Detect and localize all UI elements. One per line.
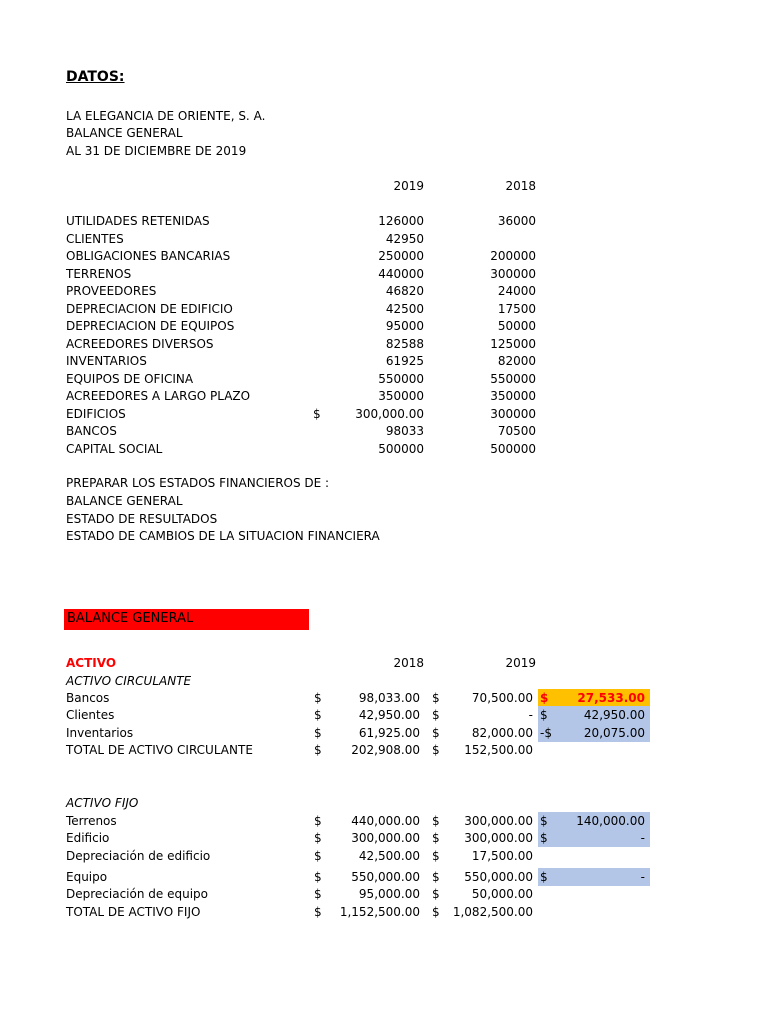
- data-row-2018: 36000: [497, 214, 536, 228]
- balance-row-label: Depreciación de equipo: [66, 887, 208, 901]
- data-year-2019: 2019: [393, 179, 424, 193]
- data-row-2019: 42500: [385, 301, 424, 316]
- balance-row-variation: 27,533.00: [577, 691, 645, 705]
- currency-symbol: $: [540, 870, 548, 884]
- datos-title: DATOS:: [66, 69, 125, 85]
- data-row-2018: 300000: [490, 406, 536, 421]
- balance-row-value-2018: 202,908.00: [351, 743, 420, 757]
- balance-row-value-2018: 440,000.00: [351, 814, 420, 828]
- balance-title: BALANCE GENERAL: [67, 611, 194, 626]
- report-title: BALANCE GENERAL: [66, 126, 183, 140]
- balance-year-2019: 2019: [505, 656, 536, 670]
- balance-row-value-2019: 70,500.00: [471, 691, 533, 705]
- currency-symbol: $: [314, 887, 322, 901]
- currency-symbol: $: [540, 708, 548, 722]
- currency-symbol: $: [432, 708, 440, 722]
- balance-row-label: TOTAL DE ACTIVO FIJO: [66, 905, 201, 919]
- balance-row-label: Equipo: [66, 870, 108, 884]
- currency-symbol: $: [314, 905, 322, 919]
- data-row-2019: 250000: [378, 249, 424, 263]
- data-row-dollar: $: [313, 406, 321, 421]
- currency-symbol: $: [314, 870, 322, 884]
- balance-row-variation: 20,075.00: [583, 726, 645, 740]
- data-row-2018: 17500: [497, 301, 536, 316]
- balance-row-label: Bancos: [66, 691, 110, 705]
- balance-row-variation: 42,950.00: [583, 708, 645, 722]
- balance-row-variation: 140,000.00: [576, 814, 645, 828]
- data-row-label: BANCOS: [66, 424, 117, 438]
- balance-row-value-2019: -: [528, 708, 533, 722]
- currency-symbol: $: [432, 691, 440, 705]
- data-row-label: PROVEEDORES: [66, 284, 157, 298]
- balance-row-value-2019: 300,000.00: [464, 814, 533, 828]
- currency-symbol: $: [314, 814, 322, 828]
- balance-row-variation: -: [640, 870, 645, 884]
- balance-row-value-2018: 1,152,500.00: [339, 905, 420, 919]
- balance-row-value-2018: 42,500.00: [358, 849, 420, 863]
- balance-row-label: Inventarios: [66, 726, 134, 740]
- currency-symbol: $: [540, 814, 548, 828]
- data-year-2018: 2018: [505, 179, 536, 193]
- balance-row-value-2018: 61,925.00: [358, 726, 420, 740]
- balance-row-value-2018: 300,000.00: [351, 831, 420, 845]
- currency-symbol: $: [432, 849, 440, 863]
- currency-symbol: $: [314, 849, 322, 863]
- activo-fijo-label: ACTIVO FIJO: [66, 796, 139, 810]
- data-row-label: OBLIGACIONES BANCARIAS: [66, 249, 231, 263]
- data-row-2019: 82588: [385, 336, 424, 351]
- report-date: AL 31 DE DICIEMBRE DE 2019: [66, 144, 247, 158]
- instructions-line: ESTADO DE RESULTADOS: [66, 512, 218, 526]
- data-row-2019: 550000: [378, 371, 424, 386]
- data-row-2019: 42950: [385, 231, 424, 246]
- balance-row-value-2018: 98,033.00: [358, 691, 420, 705]
- balance-row-value-2019: 152,500.00: [464, 743, 533, 757]
- balance-row-variation: -: [640, 831, 645, 845]
- balance-row-label: Terrenos: [66, 814, 117, 828]
- data-row-label: UTILIDADES RETENIDAS: [66, 214, 210, 228]
- data-row-2018: 82000: [497, 354, 536, 368]
- currency-symbol: -$: [540, 726, 552, 740]
- data-row-2019: 98033: [385, 424, 424, 438]
- data-row-2018: 300000: [490, 266, 536, 281]
- data-row-label: INVENTARIOS: [66, 354, 147, 368]
- data-row-2019: 440000: [378, 266, 424, 281]
- instructions-line: ESTADO DE CAMBIOS DE LA SITUACION FINANCIERA: [66, 529, 380, 543]
- balance-row-value-2019: 17,500.00: [471, 849, 533, 863]
- data-row-2018: 125000: [490, 336, 536, 351]
- balance-row-label: Depreciación de edificio: [66, 849, 211, 863]
- currency-symbol: $: [432, 814, 440, 828]
- instructions-line: PREPARAR LOS ESTADOS FINANCIEROS DE :: [66, 476, 330, 490]
- balance-row-value-2019: 1,082,500.00: [452, 905, 533, 919]
- balance-row-value-2018: 550,000.00: [351, 870, 420, 884]
- activo-label: ACTIVO: [66, 656, 117, 670]
- data-row-label: ACREEDORES DIVERSOS: [66, 336, 214, 351]
- data-row-2019: 500000: [378, 441, 424, 456]
- balance-row-value-2019: 300,000.00: [464, 831, 533, 845]
- data-row-label: DEPRECIACION DE EDIFICIO: [66, 301, 233, 316]
- balance-row-value-2019: 82,000.00: [471, 726, 533, 740]
- data-row-2019: 126000: [378, 214, 424, 228]
- data-row-label: CLIENTES: [66, 231, 124, 246]
- data-row-label: EQUIPOS DE OFICINA: [66, 371, 194, 386]
- balance-row-value-2019: 550,000.00: [464, 870, 533, 884]
- instructions-line: BALANCE GENERAL: [66, 494, 183, 508]
- currency-symbol: $: [432, 905, 440, 919]
- data-row-2018: 350000: [490, 389, 536, 403]
- balance-year-2018: 2018: [393, 656, 424, 670]
- data-row-2019: 46820: [385, 284, 424, 298]
- data-row-label: TERRENOS: [66, 266, 132, 281]
- data-row-2019: 350000: [378, 389, 424, 403]
- company-name: LA ELEGANCIA DE ORIENTE, S. A.: [66, 109, 266, 123]
- currency-symbol: $: [432, 831, 440, 845]
- data-row-2019: 95000: [385, 319, 424, 333]
- data-row-2018: 550000: [490, 371, 536, 386]
- currency-symbol: $: [314, 726, 322, 740]
- currency-symbol: $: [314, 708, 322, 722]
- balance-row-label: Clientes: [66, 708, 115, 722]
- data-row-2018: 24000: [497, 284, 536, 298]
- currency-symbol: $: [432, 726, 440, 740]
- data-row-2019: 61925: [385, 354, 424, 368]
- currency-symbol: $: [432, 743, 440, 757]
- balance-row-value-2018: 95,000.00: [358, 887, 420, 901]
- data-row-2019: 300,000.00: [355, 406, 424, 421]
- currency-symbol: $: [540, 831, 548, 845]
- data-row-label: CAPITAL SOCIAL: [66, 441, 163, 456]
- currency-symbol: $: [314, 831, 322, 845]
- balance-row-label: TOTAL DE ACTIVO CIRCULANTE: [66, 743, 253, 757]
- currency-symbol: $: [314, 743, 322, 757]
- activo-circulante-label: ACTIVO CIRCULANTE: [66, 674, 192, 688]
- currency-symbol: $: [432, 870, 440, 884]
- data-row-2018: 200000: [490, 249, 536, 263]
- data-row-2018: 70500: [497, 424, 536, 438]
- currency-symbol: $: [540, 691, 549, 705]
- balance-row-value-2018: 42,950.00: [358, 708, 420, 722]
- data-row-2018: 50000: [497, 319, 536, 333]
- balance-row-label: Edificio: [66, 831, 110, 845]
- data-row-label: ACREEDORES A LARGO PLAZO: [66, 389, 251, 403]
- data-row-label: EDIFICIOS: [66, 406, 126, 421]
- currency-symbol: $: [432, 887, 440, 901]
- currency-symbol: $: [314, 691, 322, 705]
- data-row-label: DEPRECIACION DE EQUIPOS: [66, 319, 235, 333]
- balance-row-value-2019: 50,000.00: [471, 887, 533, 901]
- data-row-2018: 500000: [490, 441, 536, 456]
